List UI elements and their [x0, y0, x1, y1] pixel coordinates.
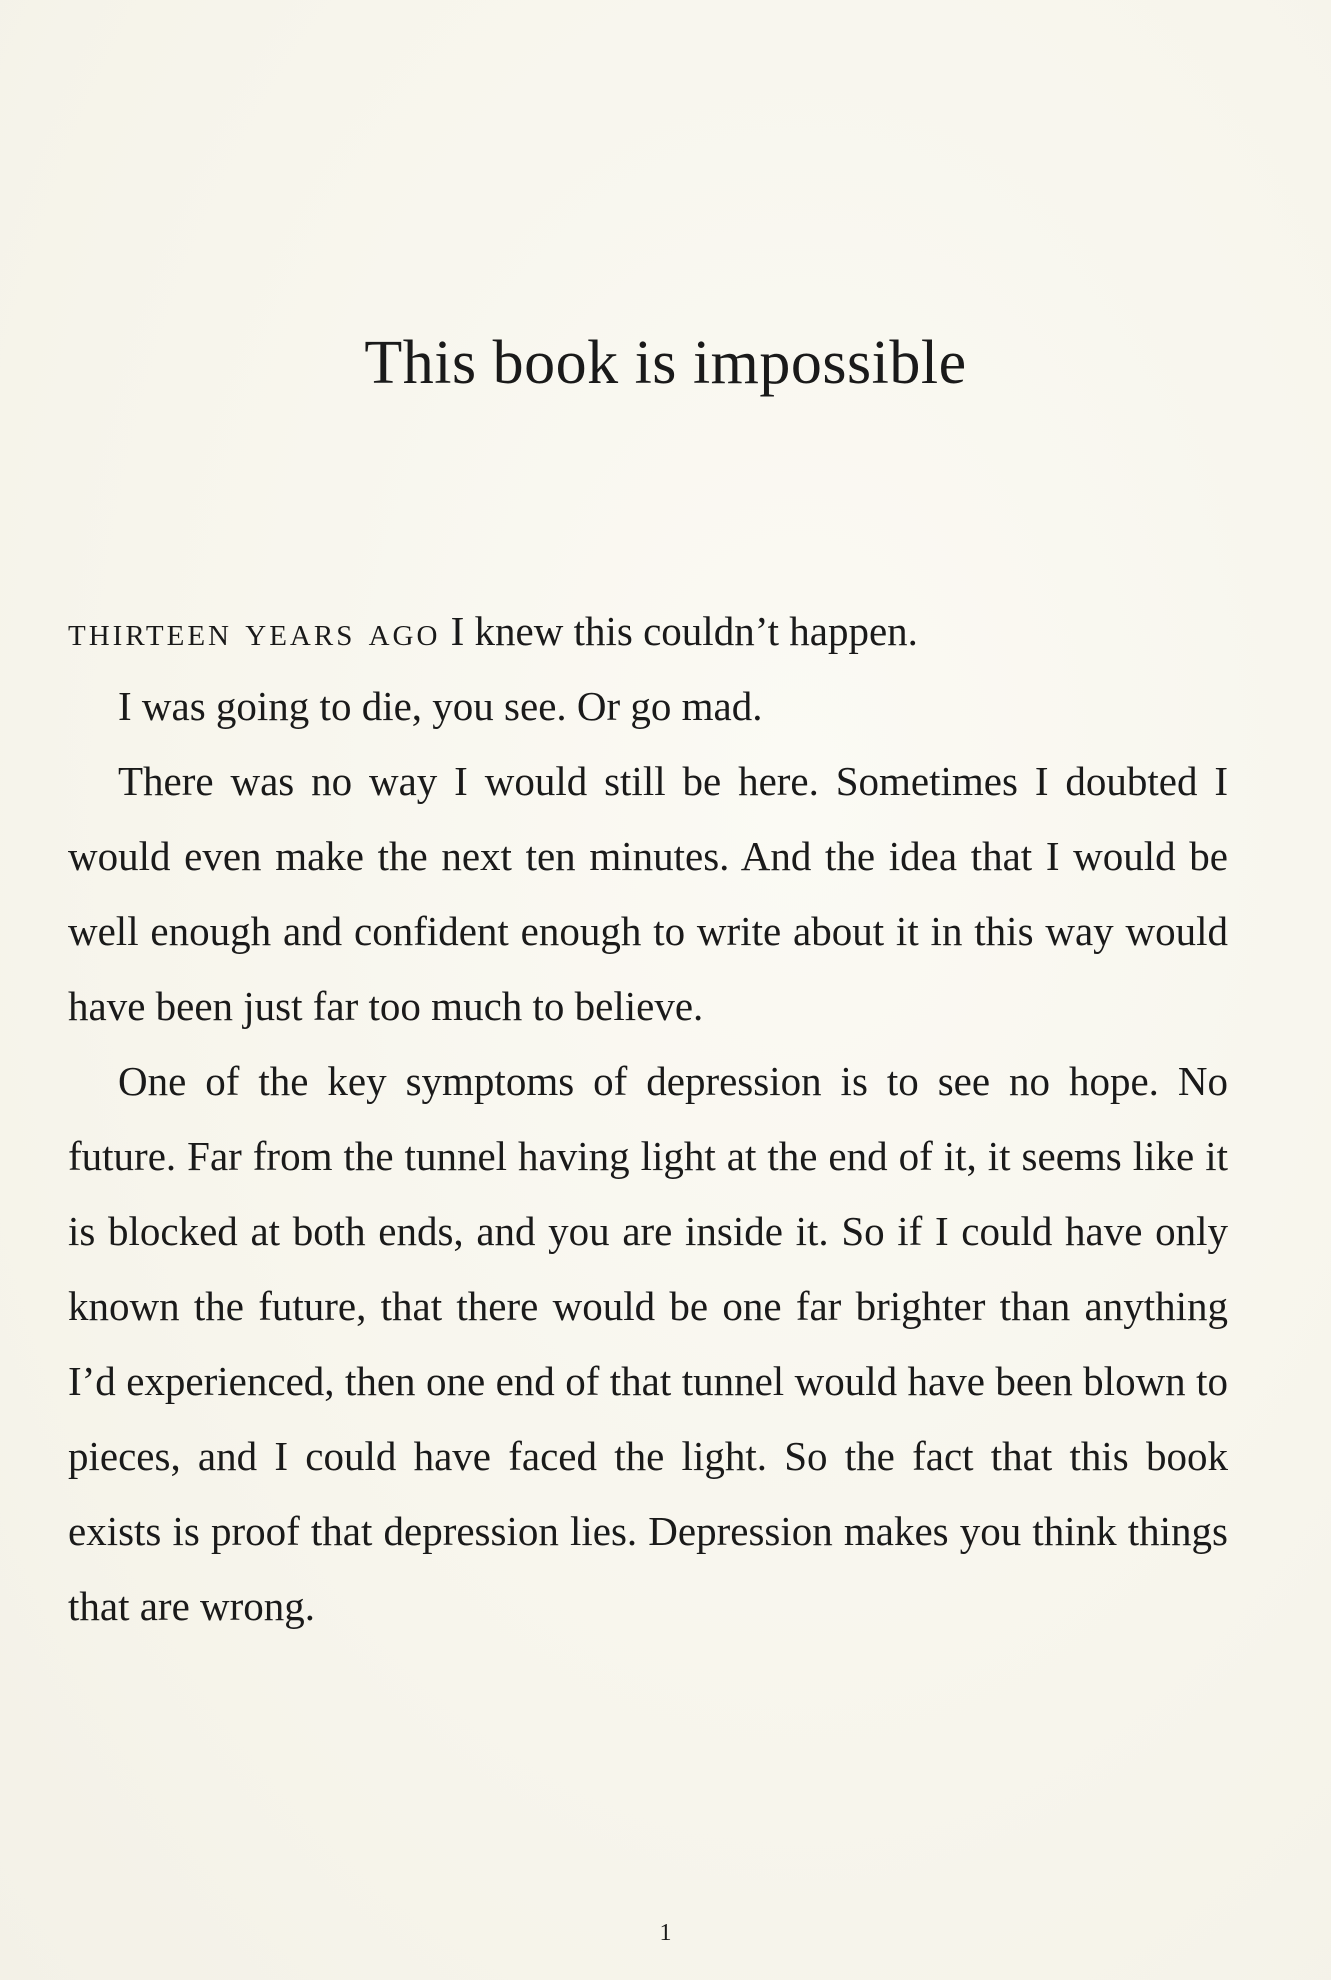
- paragraph-1: I was going to die, you see. Or go mad.: [118, 683, 763, 729]
- opening-line-text: I knew this couldn’t happen.: [440, 608, 918, 654]
- lead-in-small-caps: thirteen years ago: [68, 608, 441, 654]
- body-text: [68, 594, 1228, 1644]
- chapter-title: This book is impossible: [364, 329, 967, 397]
- opening-paragraph: [68, 594, 1228, 669]
- paragraph-2: There was no way I would still be here. Sometimes I doubted I would even make the next ten minutes. And the idea that I would be well enough and confident enough to write about it in this way would have been just far too much to believe.: [68, 758, 1228, 1029]
- page-number: 1: [659, 1920, 672, 1946]
- paragraph-3: One of the key symptoms of depression is to see no hope. No future. Far from the tunnel having light at the end of it, it seems like it is blocked at both ends, and you are inside it. So if I could have only known the future, that there would be one far brighter than anything I’d experienced, then one end of that tunnel would have been blown to pieces, and I could have faced the light. So the fact that this book exists is proof that depression lies. Depression makes you think things that are wrong.: [68, 1058, 1228, 1629]
